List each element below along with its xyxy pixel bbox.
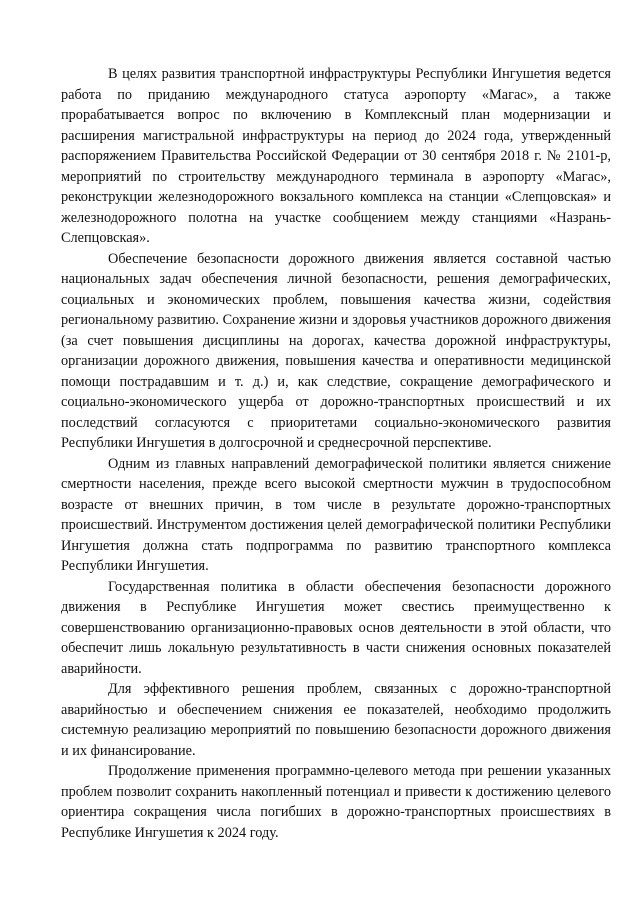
paragraph-demographic-policy: Одним из главных направлений демографической политики является снижение смертности населения, прежде всего высокой смертности мужчин в трудоспособном возрасте от внешних причин, в том числе в результате дорожно-транспортных происшествий. Инструментом достижения целей демографической политики Республики Ингушетия должна стать подпрограмма по развитию транспортного комплекса Республики Ингушетия. xyxy=(61,455,611,574)
paragraph-road-safety-goals: Обеспечение безопасности дорожного движения является составной частью национальных задач обеспечения личной безопасности, решения демографических, социальных и экономических проблем, повышения качества жизни, содействия региональному развитию. Сохранение жизни и здоровья участников дорожного движения (за счет повышения дисциплины на дорогах, качества дорожной инфраструктуры, организации дорожного движения, повышения качества и оперативности медицинской помощи пострадавшим и т. д.) и, как следствие, сокращение демографического и социально-экономического ущерба от дорожно-транспортных происшествий и их последствий согласуются с приоритетами социально-экономического развития Республики Ингушетия в долгосрочной и среднесрочной перспективе. xyxy=(61,250,611,451)
document-body xyxy=(61,64,611,843)
paragraph-state-policy: Государственная политика в области обеспечения безопасности дорожного движения в Республике Ингушетия может свестись преимущественно к совершенствованию организационно-правовых основ деятельности в этой области, что обеспечит лишь локальную результативность в части снижения основных показателей аварийности. xyxy=(61,578,611,677)
paragraph-transport-infrastructure: В целях развития транспортной инфраструктуры Республики Ингушетия ведется работа по приданию международного статуса аэропорту «Магас», а также прорабатывается вопрос по включению в Комплексный план модернизации и расширения магистральной инфраструктуры на период до 2024 года, утвержденный распоряжением Правительства Российской Федерации от 30 сентября 2018 г. № 2101-р, мероприятий по строительству международного терминала в аэропорту «Магас», реконструкции железнодорожного вокзального комплекса на станции «Слепцовская» и железнодорожного полотна на участке сообщением между станциями «Назрань-Слепцовская». xyxy=(61,66,611,246)
paragraph-program-target-method: Продолжение применения программно-целевого метода при решении указанных проблем позволит сохранить накопленный потенциал и привести к достижению целевого ориентира сокращения числа погибших в дорожно-транспортных происшествиях в Республике Ингушетия к 2024 году. xyxy=(61,763,611,841)
paragraph-effective-solution: Для эффективного решения проблем, связанных с дорожно-транспортной аварийностью и обеспечением снижения ее показателей, необходимо продолжить системную реализацию мероприятий по повышению безопасности дорожного движения и их финансирование. xyxy=(61,681,611,759)
